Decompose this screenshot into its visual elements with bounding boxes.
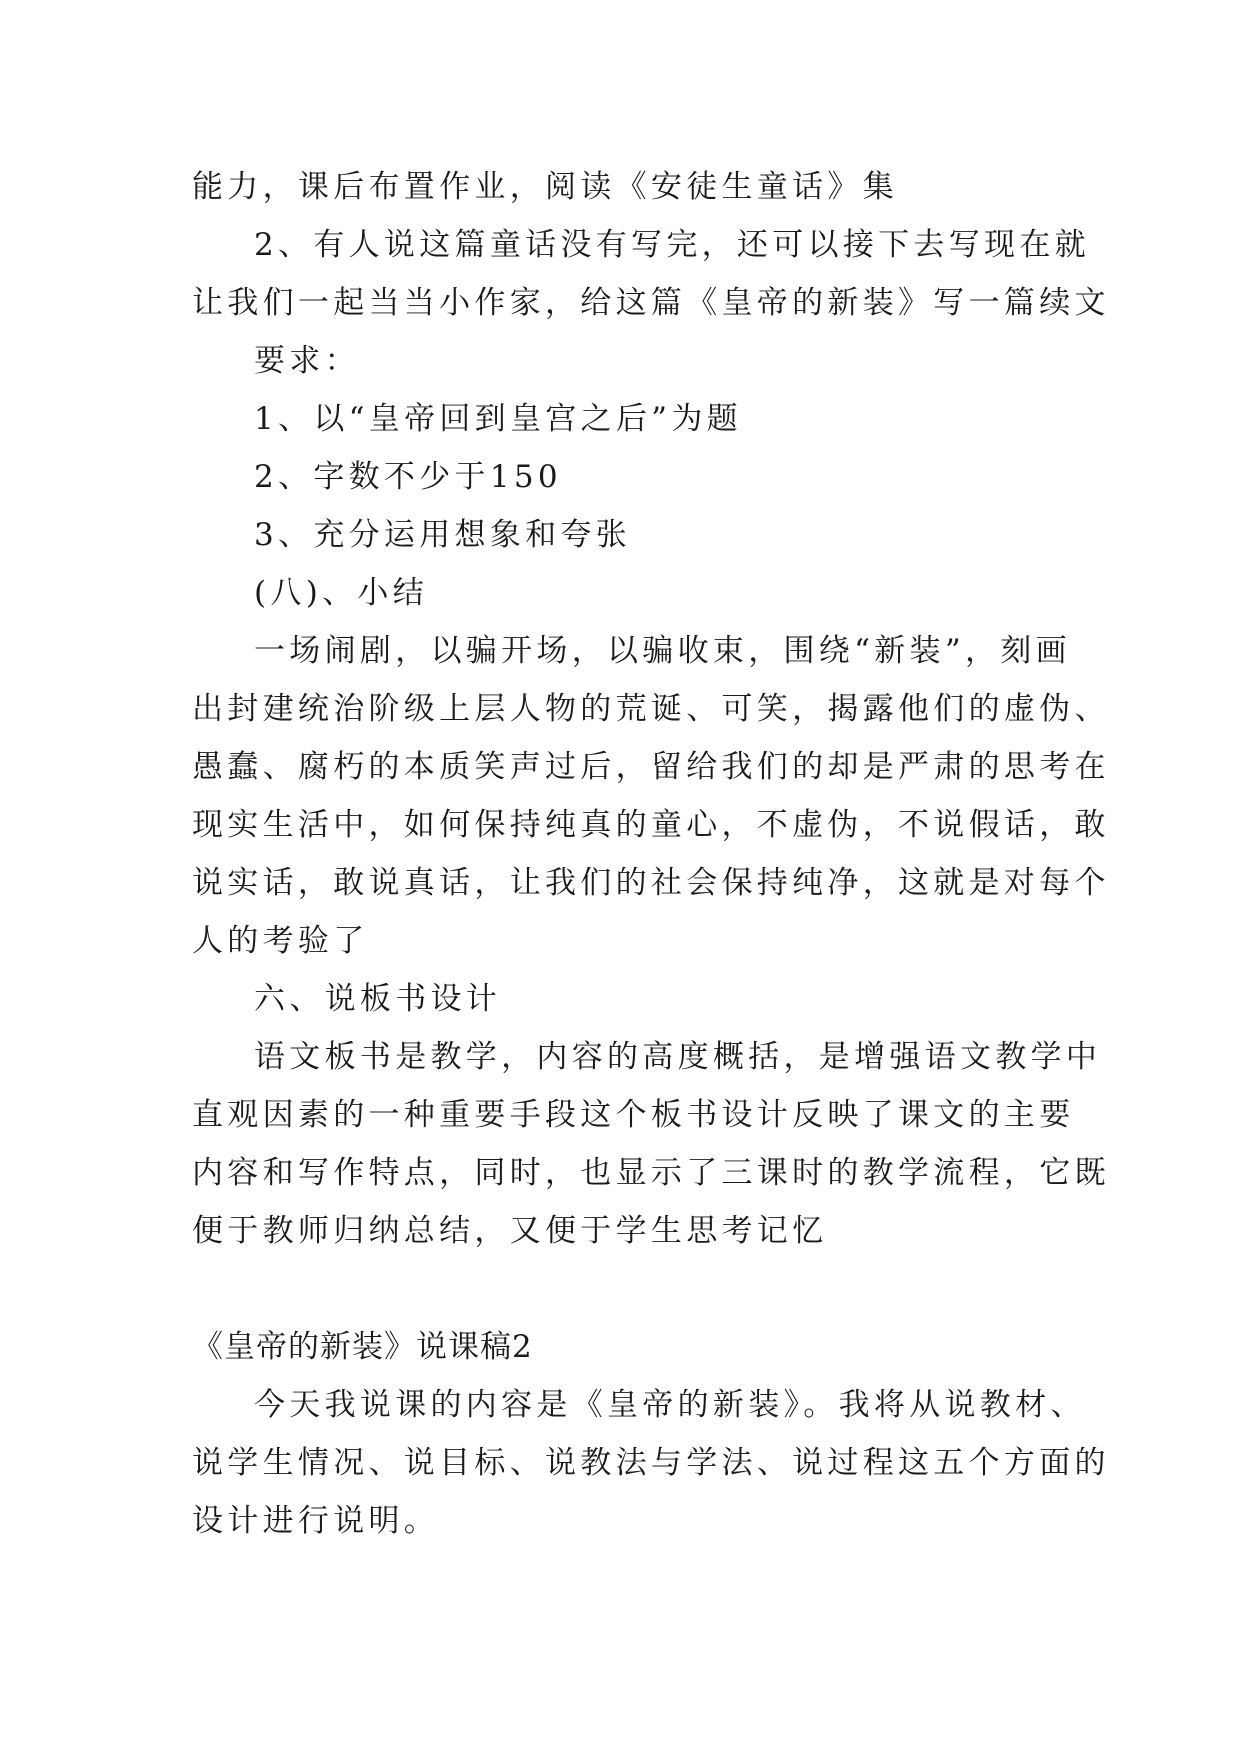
text-line: 一场闹剧，以骗开场，以骗收束，围绕“新装”，刻画 xyxy=(254,633,1071,669)
text-line: 愚蠢、腐朽的本质笑声过后，留给我们的却是严肃的思考在 xyxy=(192,749,1110,785)
text-line: 1、以“皇帝回到皇宫之后”为题 xyxy=(254,401,742,437)
text-line: 直观因素的一种重要手段这个板书设计反映了课文的主要 xyxy=(192,1097,1075,1133)
text-line: 能力，课后布置作业，阅读《安徒生童话》集 xyxy=(192,169,898,205)
text-line: 2、有人说这篇童话没有写完，还可以接下去写现在就 xyxy=(254,227,1090,263)
text-line: 要求： xyxy=(254,343,360,379)
text-line: 2、字数不少于150 xyxy=(254,459,562,495)
text-line: 说学生情况、说目标、说教法与学法、说过程这五个方面的 xyxy=(192,1445,1110,1481)
text-line: 3、充分运用想象和夸张 xyxy=(254,517,632,553)
text-line: 现实生活中，如何保持纯真的童心，不虚伪，不说假话，敢 xyxy=(192,807,1110,843)
text-line: 语文板书是教学，内容的高度概括，是增强语文教学中 xyxy=(254,1039,1102,1075)
text-line: 设计进行说明。 xyxy=(192,1503,440,1539)
text-line: 便于教师归纳总结，又便于学生思考记忆 xyxy=(192,1213,828,1249)
text-line: 出封建统治阶级上层人物的荒诞、可笑，揭露他们的虚伪、 xyxy=(192,691,1110,727)
text-line: 让我们一起当当小作家，给这篇《皇帝的新装》写一篇续文 xyxy=(192,285,1110,321)
text-line: 人的考验了 xyxy=(192,923,369,959)
text-line: 今天我说课的内容是《皇帝的新装》。我将从说教材、 xyxy=(254,1387,1086,1423)
text-line: 内容和写作特点，同时，也显示了三课时的教学流程，它既 xyxy=(192,1155,1110,1191)
text-line: (八)、小结 xyxy=(254,575,428,611)
text-line: 六、说板书设计 xyxy=(254,981,502,1017)
section-title: 《皇帝的新装》说课稿2 xyxy=(192,1329,533,1365)
text-line: 说实话，敢说真话，让我们的社会保持纯净，这就是对每个 xyxy=(192,865,1110,901)
